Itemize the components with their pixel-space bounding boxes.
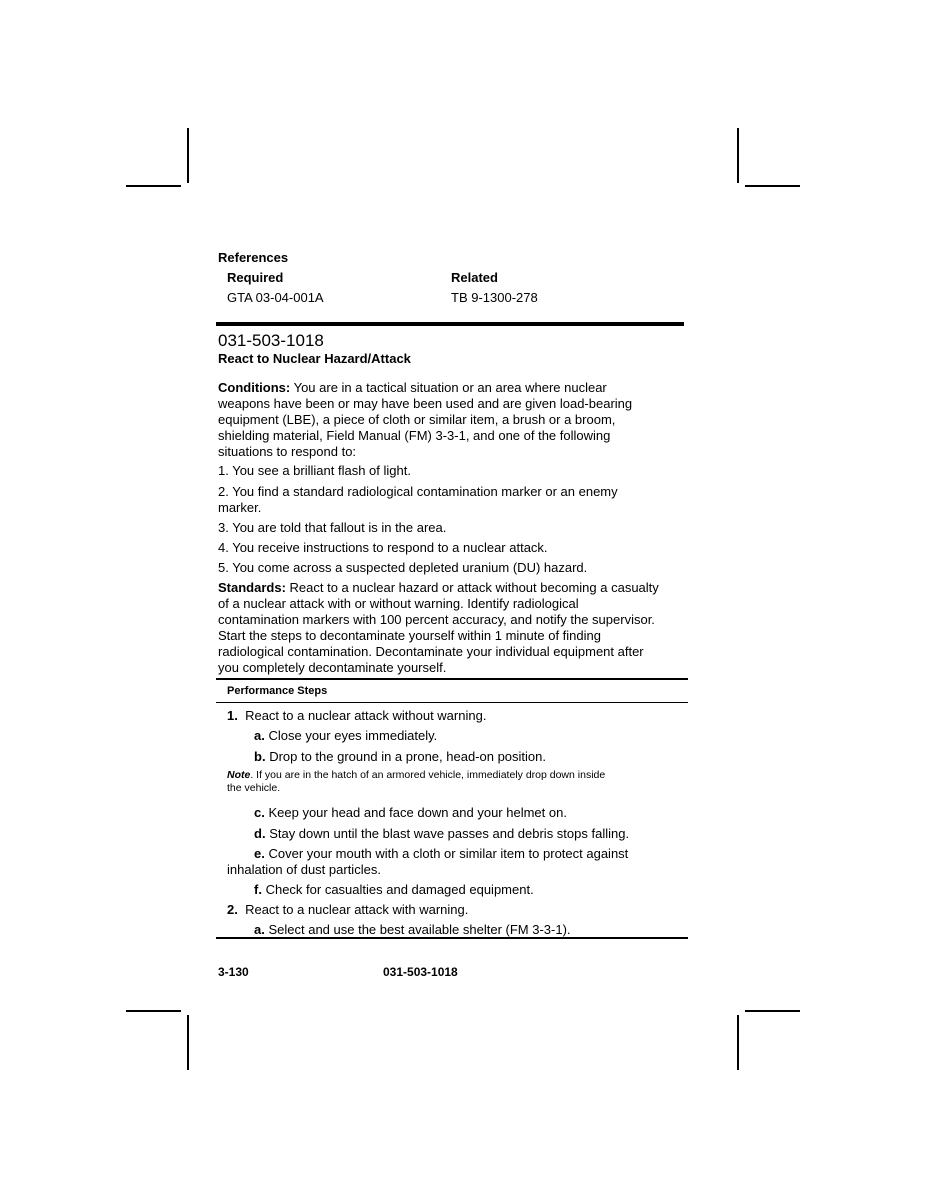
performance-top-rule [216, 678, 688, 680]
task-title: React to Nuclear Hazard/Attack [218, 351, 411, 366]
substep-text: Drop to the ground in a prone, head-on position. [269, 749, 546, 764]
step-1 [227, 708, 486, 724]
step-number: 2. [227, 902, 238, 917]
required-value: GTA 03-04-001A [227, 290, 324, 305]
note-text: . If you are in the hatch of an armored vehicle, immediately drop down inside [250, 769, 606, 781]
crop-mark-bottom-right-h [745, 1010, 800, 1012]
crop-mark-bottom-left-v [187, 1015, 189, 1070]
performance-header-rule [216, 702, 688, 703]
task-number: 031-503-1018 [218, 331, 324, 350]
conditions-line: shielding material, Field Manual (FM) 3-3-1, and one of the following [218, 428, 611, 443]
condition-item-4: 4. You receive instructions to respond to a nuclear attack. [218, 540, 548, 555]
task-heavy-rule [216, 322, 684, 326]
note-block [227, 769, 682, 795]
step-text: React to a nuclear attack with warning. [245, 902, 469, 917]
step-1d [254, 826, 629, 842]
crop-mark-top-left-h [126, 185, 181, 187]
step-2a [254, 922, 571, 938]
note-label: Note [227, 769, 251, 781]
conditions-line: weapons have been or may have been used and are given load-bearing [218, 396, 633, 411]
crop-mark-bottom-right-v [737, 1015, 739, 1070]
related-value: TB 9-1300-278 [451, 290, 538, 305]
crop-mark-top-right-v [737, 128, 739, 183]
standards-line: of a nuclear attack with or without warning. Identify radiological [218, 596, 579, 611]
substep-text: Cover your mouth with a cloth or similar item to protect against [268, 846, 629, 861]
crop-mark-bottom-left-h [126, 1010, 181, 1012]
note-text: the vehicle. [227, 782, 281, 794]
step-number: 1. [227, 708, 238, 723]
substep-letter: f. [254, 882, 262, 897]
conditions-line: situations to respond to: [218, 444, 357, 459]
standards-paragraph [218, 580, 688, 676]
condition-item-5: 5. You come across a suspected depleted uranium (DU) hazard. [218, 560, 588, 575]
conditions-paragraph [218, 380, 688, 460]
substep-letter: e. [254, 846, 265, 861]
substep-text: Keep your head and face down and your helmet on. [268, 805, 567, 820]
footer-page-number: 3-130 [218, 965, 249, 979]
substep-letter: b. [254, 749, 266, 764]
step-2 [227, 902, 468, 918]
standards-line: Start the steps to decontaminate yourself within 1 minute of finding [218, 628, 601, 643]
substep-letter: d. [254, 826, 266, 841]
standards-line: radiological contamination. Decontaminate your individual equipment after [218, 644, 644, 659]
substep-text: Close your eyes immediately. [268, 728, 438, 743]
condition-item-line: 2. You find a standard radiological contamination marker or an enemy [218, 484, 618, 499]
required-label: Required [227, 270, 284, 285]
substep-letter: a. [254, 728, 265, 743]
standards-line: you completely decontaminate yourself. [218, 660, 447, 675]
references-heading: References [218, 250, 289, 265]
conditions-line: equipment (LBE), a piece of cloth or similar item, a brush or a broom, [218, 412, 616, 427]
condition-item-3: 3. You are told that fallout is in the area. [218, 520, 447, 535]
footer-task-number: 031-503-1018 [383, 965, 458, 979]
conditions-line: You are in a tactical situation or an area where nuclear [290, 380, 607, 395]
condition-item-1: 1. You see a brilliant flash of light. [218, 463, 411, 478]
substep-letter: c. [254, 805, 265, 820]
condition-item-2 [218, 484, 618, 516]
standards-label: Standards: [218, 580, 286, 595]
related-label: Related [451, 270, 498, 285]
substep-text: Stay down until the blast wave passes and debris stops falling. [269, 826, 630, 841]
standards-line: React to a nuclear hazard or attack without becoming a casualty [285, 580, 659, 595]
crop-mark-top-left-v [187, 128, 189, 183]
step-1e [254, 846, 628, 862]
step-text: React to a nuclear attack without warning. [245, 708, 487, 723]
performance-header: Performance Steps [227, 685, 328, 697]
step-1a [254, 728, 437, 744]
step-1b [254, 749, 546, 765]
substep-letter: a. [254, 922, 265, 937]
step-1e-continuation: inhalation of dust particles. [227, 862, 381, 877]
conditions-label: Conditions: [218, 380, 291, 395]
substep-text: Check for casualties and damaged equipment. [265, 882, 534, 897]
step-1c [254, 805, 567, 821]
step-1f [254, 882, 534, 898]
standards-line: contamination markers with 100 percent accuracy, and notify the supervisor. [218, 612, 655, 627]
condition-item-line: marker. [218, 500, 262, 515]
substep-text: Select and use the best available shelter (FM 3-3-1). [268, 922, 571, 937]
performance-bottom-rule [216, 937, 688, 939]
crop-mark-top-right-h [745, 185, 800, 187]
